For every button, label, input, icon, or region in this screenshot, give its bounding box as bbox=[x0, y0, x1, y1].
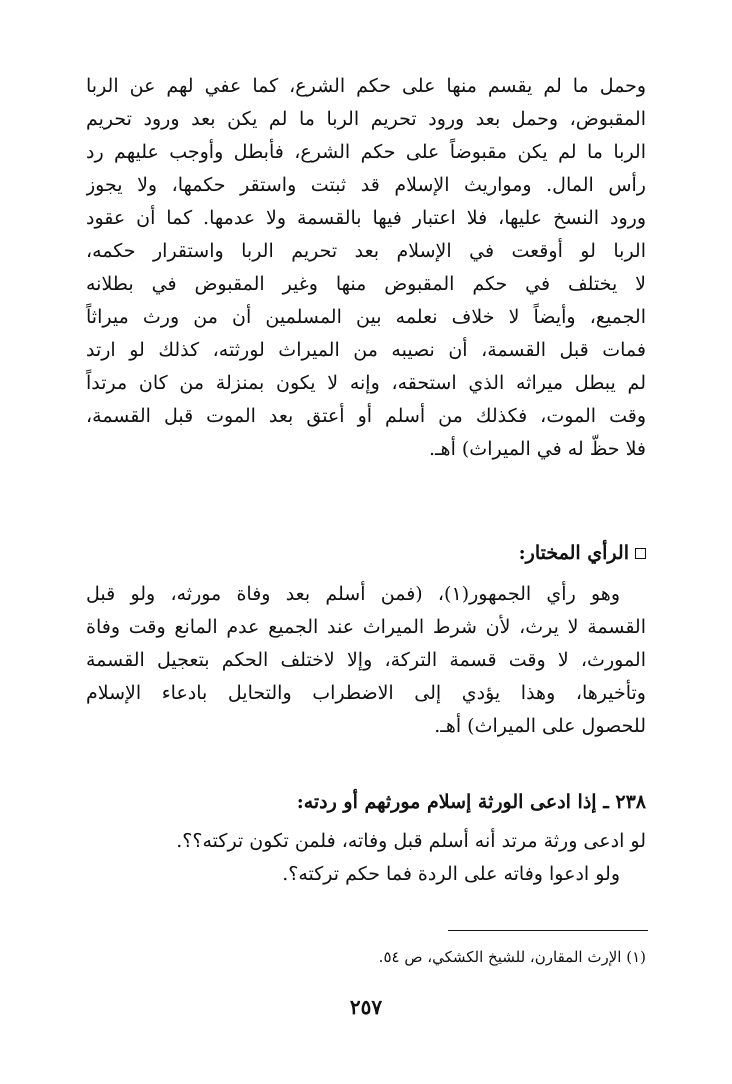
section-heading bbox=[86, 537, 646, 570]
issue-heading: ٢٣٨ ـ إذا ادعى الورثة إسلام مورثهم أو ردته: bbox=[296, 791, 646, 813]
text-line: وهو رأي الجمهور(١)، (فمن أسلم بعد وفاة مورثه، ولو قبل bbox=[86, 583, 620, 605]
text-line: لا يختلف في حكم المقبوض منها وغير المقبوض في بطلانه bbox=[86, 273, 646, 295]
section-heading-text: الرأي المختار: bbox=[518, 542, 629, 564]
text-line: الربا ما لم يكن مقبوضاً على حكم الشرع، فأبطل وأوجب عليهم رد bbox=[86, 141, 646, 163]
text-line: لم يبطل ميراثه الذي استحقه، وإنه لا يكون بمنزلة من كان مرتداً bbox=[86, 372, 646, 394]
text-line: رأس المال. ومواريث الإسلام قد ثبتت واستقر حكمها، ولا يجوز bbox=[86, 174, 646, 196]
text-line: المورث، لا وقت قسمة التركة، وإلا لاختلف الحكم بتعجيل القسمة bbox=[86, 649, 646, 671]
text-line: ولو ادعوا وفاته على الردة فما حكم تركته؟. bbox=[282, 863, 620, 885]
body-paragraph bbox=[86, 70, 646, 466]
footnote-divider bbox=[448, 930, 648, 931]
text-line: الربا لو أوقعت في الإسلام بعد تحريم الربا واستقرار حكمه، bbox=[86, 240, 646, 262]
text-line: فمات قبل القسمة، أن نصيبه من الميراث لورثته، كذلك لو ارتد bbox=[86, 339, 646, 361]
text-line: للحصول على الميراث) أهـ. bbox=[434, 715, 646, 737]
text-line: الجميع، وأيضاً لا خلاف نعلمه بين المسلمين أن من ورث ميراثاً bbox=[86, 306, 646, 328]
square-bullet-icon bbox=[635, 548, 646, 559]
text-line: القسمة لا يرث، لأن شرط الميراث عند الجميع عدم المانع وقت وفاة bbox=[86, 616, 646, 638]
text-line: وقت الموت، فكذلك من أسلم أو أعتق بعد الموت قبل القسمة، bbox=[86, 405, 646, 427]
text-line: وحمل ما لم يقسم منها على حكم الشرع، كما عفي لهم عن الربا bbox=[86, 75, 646, 97]
text-line: فلا حظّ له في الميراث) أهـ. bbox=[428, 438, 646, 460]
page-number: ٢٥٧ bbox=[349, 995, 383, 1019]
footnote: (١) الإرث المقارن، للشيخ الكشكي، ص ٥٤. bbox=[378, 948, 646, 966]
text-line: لو ادعى ورثة مرتد أنه أسلم قبل وفاته، فلمن تكون تركته؟؟. bbox=[176, 830, 646, 852]
text-line: المقبوض، وحمل بعد ورود تحريم الربا ما لم يكن بعد ورود تحريم bbox=[86, 108, 646, 130]
text-line: ورود النسخ عليها، فلا اعتبار فيها بالقسمة ولا عدمها. كما أن عقود bbox=[86, 207, 646, 229]
text-line: وتأخيرها، وهذا يؤدي إلى الاضطراب والتحايل بادعاء الإسلام bbox=[86, 682, 646, 704]
issue-section bbox=[86, 786, 646, 891]
chosen-opinion-section bbox=[86, 537, 646, 743]
